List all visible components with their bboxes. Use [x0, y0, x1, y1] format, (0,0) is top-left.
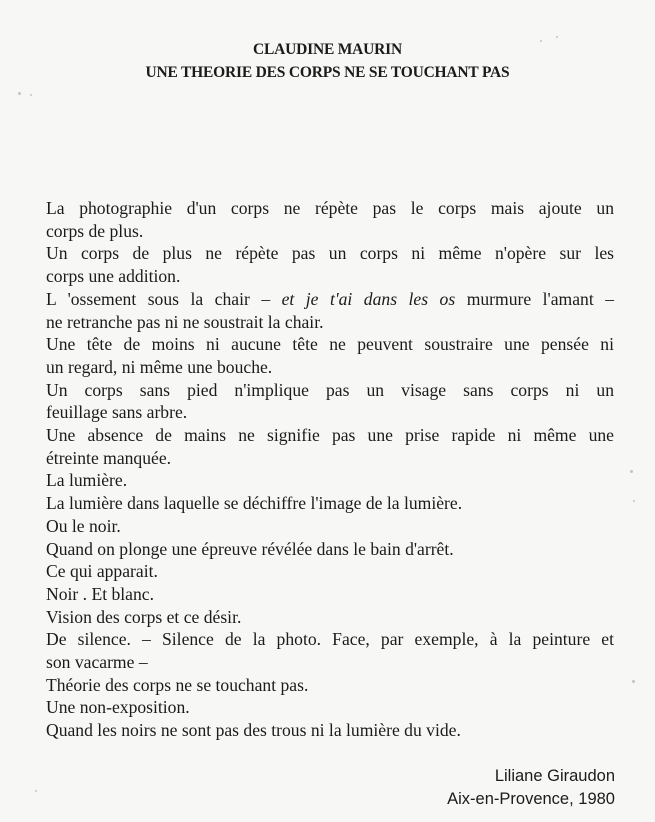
poem-line: Un corps de plus ne répète pas un corps ni même n'opère sur les	[46, 243, 614, 264]
poem-line: Théorie des corps ne se touchant pas.	[46, 674, 309, 695]
scan-speck	[35, 790, 37, 792]
scan-speck	[540, 40, 542, 42]
poem-line-text: murmure l'amant –	[455, 288, 614, 309]
poem-line: Ce qui apparait.	[46, 561, 158, 582]
signature-name: Liliane Giraudon	[494, 767, 615, 785]
poem-line: son vacarme –	[46, 652, 148, 673]
poem-line: Ou le noir.	[46, 515, 121, 536]
poem-line-italic: et je t'ai dans les os	[281, 288, 456, 309]
poem-line: La lumière.	[46, 470, 128, 491]
poem-line: Quand les noirs ne sont pas des trous ni la lumière du vide.	[46, 720, 461, 741]
poem-line: un regard, ni même une bouche.	[46, 356, 273, 377]
scan-speck	[632, 680, 635, 683]
scan-speck	[18, 92, 21, 95]
author-heading: CLAUDINE MAURIN	[253, 41, 402, 58]
poem-line: La photographie d'un corps ne répète pas le corps mais ajoute un	[46, 198, 614, 218]
poem-line: La lumière dans laquelle se déchiffre l'image de la lumière.	[46, 493, 463, 514]
poem-line-text: L 'ossement sous la chair –	[46, 288, 282, 309]
title-heading: UNE THEORIE DES CORPS NE SE TOUCHANT PAS	[145, 64, 510, 81]
document-header	[0, 38, 655, 84]
poem-line: feuillage sans arbre.	[46, 402, 188, 423]
poem-line: corps une addition.	[46, 266, 181, 287]
poem-line: étreinte manquée.	[46, 447, 172, 468]
poem-line: Une non-exposition.	[46, 697, 190, 718]
poem-line: Une tête de moins ni aucune tête ne peuvent soustraire une pensée ni	[46, 334, 614, 355]
poem-line: Une absence de mains ne signifie pas une prise rapide ni même une	[46, 425, 614, 446]
signature-block	[447, 765, 615, 811]
signature-place-date: Aix-en-Provence, 1980	[447, 790, 615, 808]
poem-line: ne retranche pas ni ne soustrait la chair.	[46, 311, 324, 332]
poem-line: De silence. – Silence de la photo. Face, par exemple, à la peinture et	[46, 629, 614, 650]
poem-line	[46, 288, 614, 311]
scan-speck	[633, 500, 635, 502]
poem-line: Quand on plonge une épreuve révélée dans le bain d'arrêt.	[46, 538, 454, 559]
poem-line: corps de plus.	[46, 220, 144, 241]
poem-line: Un corps sans pied n'implique pas un visage sans corps ni un	[46, 379, 614, 400]
poem-line: Vision des corps et ce désir.	[46, 606, 242, 627]
scan-speck	[556, 36, 558, 38]
scan-speck	[630, 470, 633, 473]
poem-body	[46, 197, 614, 742]
poem-line: Noir . Et blanc.	[46, 583, 154, 604]
scan-speck	[30, 94, 32, 96]
